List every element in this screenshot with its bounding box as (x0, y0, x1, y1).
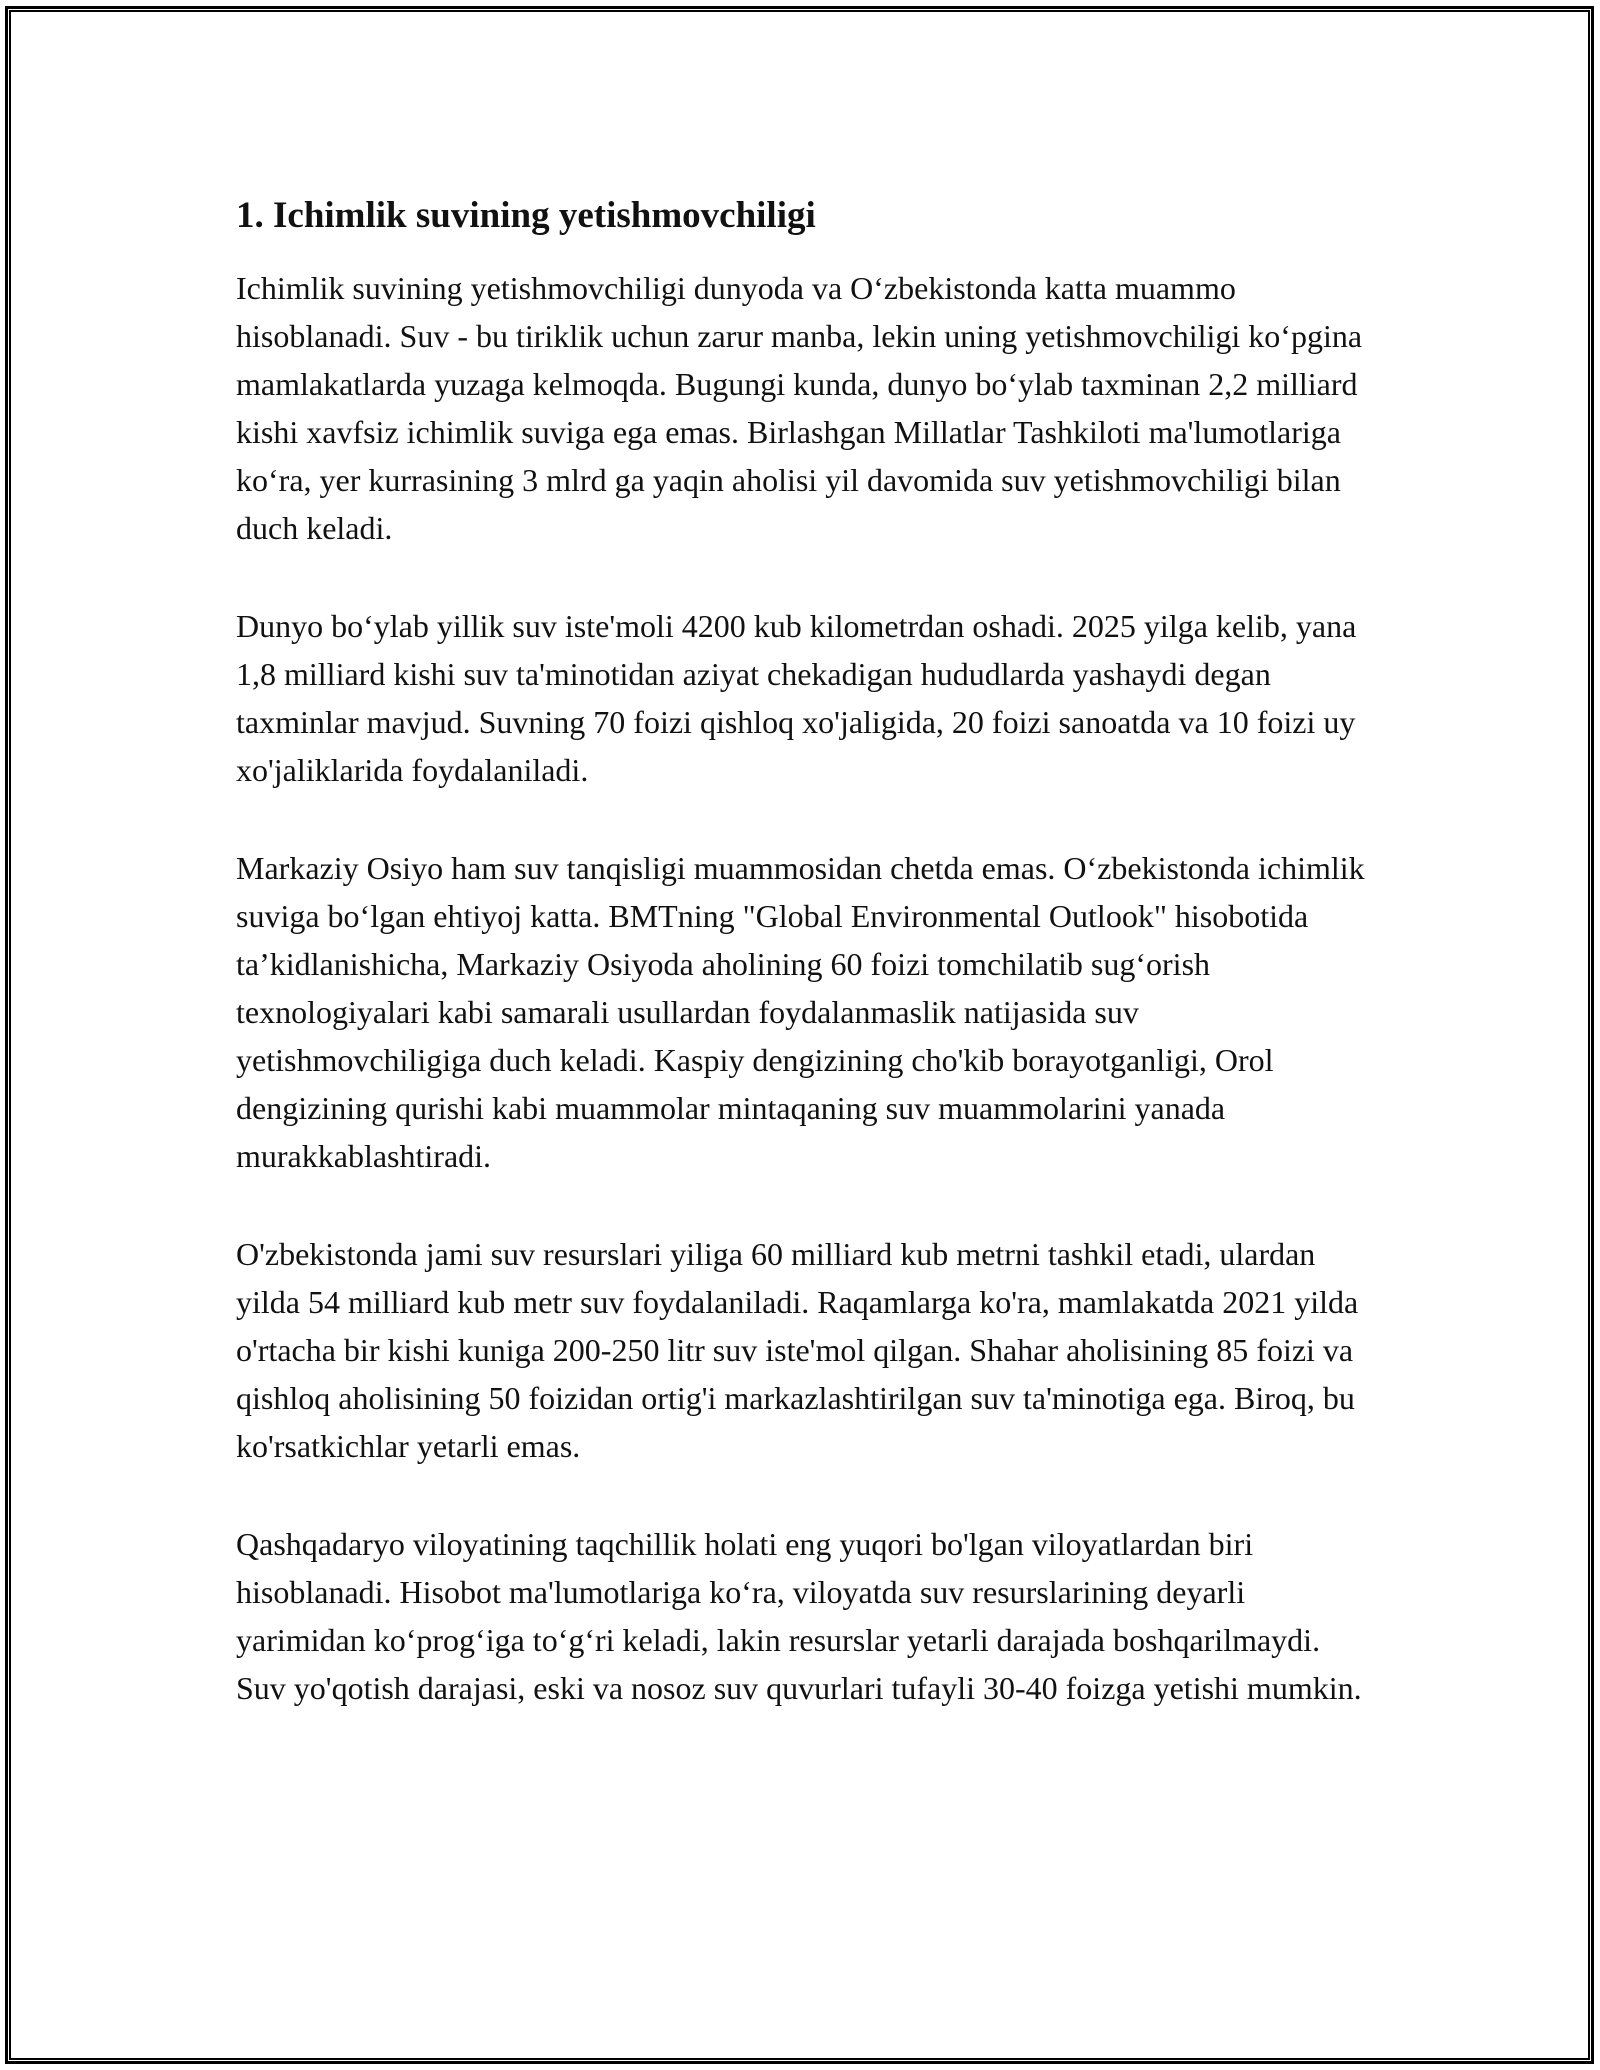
section-heading: 1. Ichimlik suvining yetishmovchiligi (236, 195, 816, 236)
paragraph-1: Ichimlik suvining yetishmovchiligi dunyoda va O‘zbekistonda katta muammo hisoblanadi. Suv - bu tiriklik uchun zarur manba, lekin uning yetishmovchiligi ko‘pgina mamlakatlarda yuzaga kelmoqda. Bugungi kunda, dunyo bo‘ylab taxminan 2,2 milliard kishi xavfsiz ichimlik suviga ega emas. Birlashgan Millatlar Tashkiloti ma'lumotlariga ko‘ra, yer kurrasining 3 mlrd ga yaqin aholisi yil davomida suv yetishmovchiligi bilan duch keladi. (236, 270, 1363, 546)
paragraph-2: Dunyo bo‘ylab yillik suv iste'moli 4200 kub kilometrdan oshadi. 2025 yilga kelib, yana 1,8 milliard kishi suv ta'minotidan aziyat chekadigan hududlarda yashaydi degan taxminlar mavjud. Suvning 70 foizi qishloq xo'jaligida, 20 foizi sanoatda va 10 foizi uy xo'jaliklarida foydalaniladi. (236, 608, 1357, 788)
paragraph-3: Markaziy Osiyo ham suv tanqisligi muammosidan chetda emas. O‘zbekistonda ichimlik suviga bo‘lgan ehtiyoj katta. BMTning "Global Environmental Outlook" hisobotida ta’kidlanishicha, Markaziy Osiyoda aholining 60 foizi tomchilatib sug‘orish texnologiyalari kabi samarali usullardan foydalanmaslik natijasida suv yetishmovchiligiga duch keladi. Kaspiy dengizining cho'kib borayotganligi, Orol dengizining qurishi kabi muammolar mintaqaning suv muammolarini yanada murakkablashtiradi. (236, 850, 1365, 1174)
document-content (236, 188, 1376, 1762)
paragraph-5: Qashqadaryo viloyatining taqchillik holati eng yuqori bo'lgan viloyatlardan biri hisoblanadi. Hisobot ma'lumotlariga ko‘ra, viloyatda suv resurslarining deyarli yarimidan ko‘prog‘iga to‘g‘ri keladi, lakin resurslar yetarli darajada boshqarilmaydi. Suv yo'qotish darajasi, eski va nosoz suv quvurlari tufayli 30-40 foizga yetishi mumkin. (236, 1526, 1362, 1706)
paragraph-4: O'zbekistonda jami suv resurslari yiliga 60 milliard kub metrni tashkil etadi, ulardan yilda 54 milliard kub metr suv foydalaniladi. Raqamlarga ko'ra, mamlakatda 2021 yilda o'rtacha bir kishi kuniga 200-250 litr suv iste'mol qilgan. Shahar aholisining 85 foizi va qishloq aholisining 50 foizidan ortig'i markazlashtirilgan suv ta'minotiga ega. Biroq, bu ko'rsatkichlar yetarli emas. (236, 1236, 1359, 1464)
